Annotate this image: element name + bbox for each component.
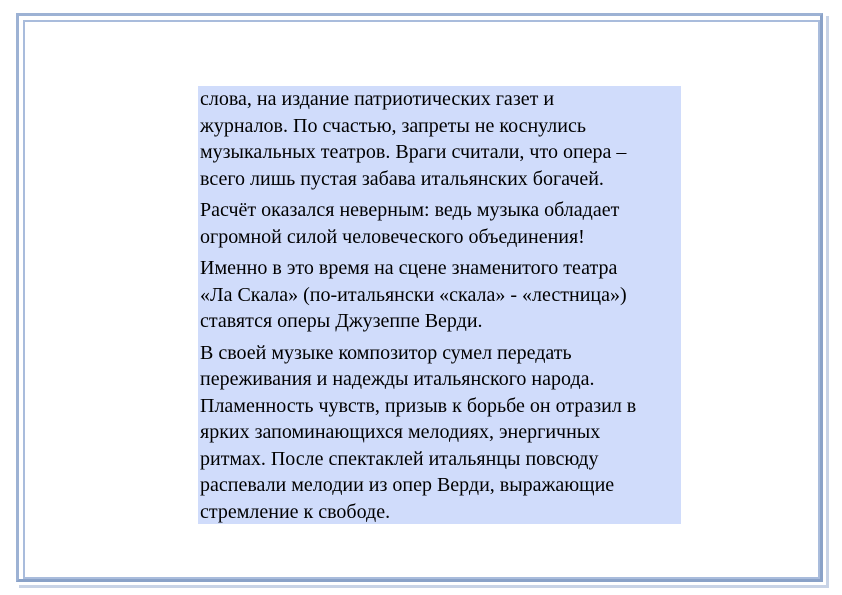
text-line: журналов. По счастью, запреты не коснулись [200, 114, 586, 137]
text-line: стремление к свободе. [200, 500, 391, 523]
text-line: распевали мелодии из опер Верди, выражающие [200, 474, 615, 496]
text-line: ритмах. После спектаклей итальянцы повсюду [200, 447, 599, 470]
text-line: Именно в это время на сцене знаменитого театра [200, 257, 618, 279]
text-line: всего лишь пустая забава итальянских богачей. [200, 167, 604, 190]
text-line: В своей музыке композитор сумел передать [200, 341, 572, 364]
text-line: ярких запоминающихся мелодиях, энергичных [200, 421, 601, 443]
text-line: «Ла Скала» (по-итальянски «скала» - «лестница») [200, 283, 627, 306]
paragraph-3 [200, 255, 675, 335]
text-line: Пламенность чувств, призыв к борьбе он отразил в [200, 394, 637, 417]
text-line: музыкальных театров. Враги считали, что опера – [200, 141, 627, 163]
paragraph-1 [200, 86, 675, 192]
paragraph-2 [200, 197, 675, 250]
text-line: огромной силой человеческого объединения! [200, 225, 585, 248]
text-line: Расчёт оказался неверным: ведь музыка обладает [200, 199, 620, 221]
text-line: ставятся оперы Джузеппе Верди. [200, 310, 483, 332]
text-box [198, 86, 681, 524]
text-line: переживания и надежды итальянского народа. [200, 368, 595, 390]
text-line: слова, на издание патриотических газет и [200, 88, 555, 110]
paragraph-4 [200, 340, 675, 526]
